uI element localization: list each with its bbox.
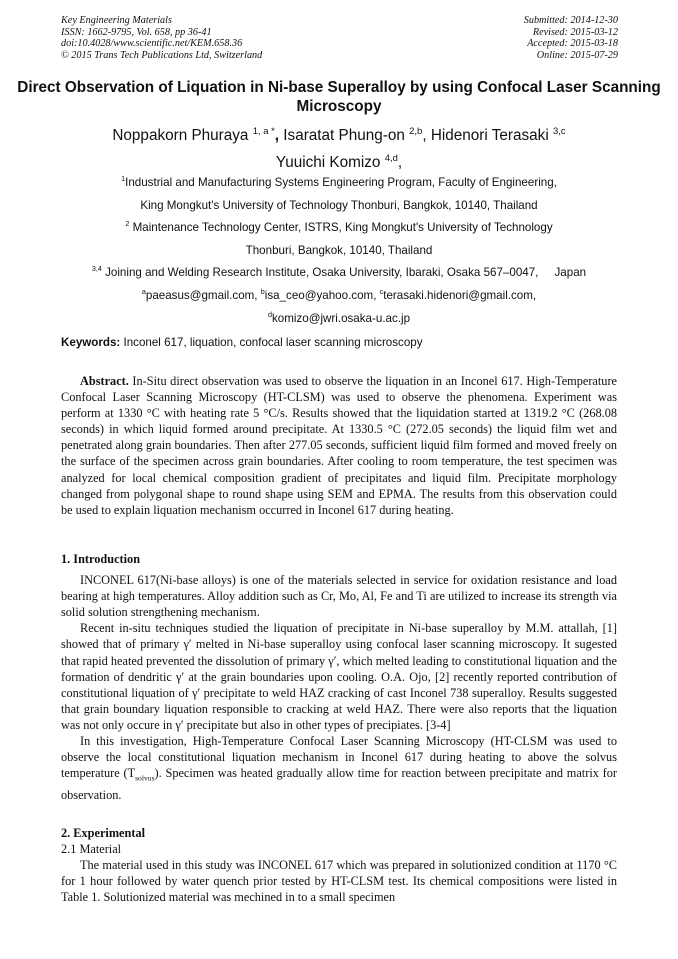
affiliation-mark: 2 — [125, 219, 130, 229]
affiliation-text: Maintenance Technology Center, ISTRS, King Mongkut's University of Technology — [129, 221, 553, 235]
email-mark: d — [267, 309, 272, 319]
section-heading: 2. Experimental — [61, 826, 146, 840]
author-name: Yuuichi Komizo — [275, 154, 381, 171]
subsection-heading: 2.1 Material — [61, 842, 122, 857]
accepted-date: Accepted: 2015-03-18 — [527, 38, 618, 50]
keywords-text: Inconel 617, liquation, confocal laser scanning microscopy — [120, 336, 423, 349]
affiliation-text: Industrial and Manufacturing Systems Engineering Program, Faculty of Engineering, — [125, 176, 557, 189]
author-affiliation-mark: 4,d — [384, 152, 398, 164]
author-separator: , — [422, 127, 427, 144]
paragraph-text: In this investigation, High-Temperature Confocal Laser Scanning Microscopy (HT-CLSM was used to observe the local constitutional liquation mechanism in Inconel 617 during heating to above the solvus temperature (T — [61, 734, 617, 781]
subscript-text: solvus — [135, 773, 155, 783]
issn-line: ISSN: 1662-9795, Vol. 658, pp 36-41 — [61, 26, 212, 38]
keywords — [61, 336, 423, 349]
section-heading: 1. Introduction — [61, 552, 141, 566]
affiliation-mark: 1 — [121, 174, 126, 184]
revised-date: Revised: 2015-03-12 — [532, 26, 618, 38]
author-affiliation-mark: 2,b — [409, 125, 423, 137]
author-separator: , — [274, 127, 280, 144]
paragraph-text: ). Specimen was heated gradually allow time for reaction between precipitate and matrix for observation. — [61, 766, 617, 802]
email-link[interactable]: terasaki.hidenori@gmail.com, — [383, 288, 537, 302]
email-mark: c — [379, 287, 384, 297]
author-name: Isaratat Phung-on — [279, 127, 405, 144]
affiliation-mark: 3,4 — [91, 264, 102, 274]
affiliation-text: King Mongkut's University of Technology Thonburi, Bangkok, 10140, Thailand — [140, 198, 538, 212]
author-affiliation-mark: 1, a * — [252, 125, 275, 137]
email-mark: b — [260, 287, 265, 297]
affiliations — [0, 172, 678, 330]
publication-dates — [524, 15, 618, 61]
experimental-section — [61, 825, 617, 905]
journal-info — [61, 15, 262, 61]
abstract-text: In-Situ direct observation was used to observe the liquation in an Inconel 617. High-Temperature Confocal Laser Scanning Microscopy (HT-CLSM) was used to observe the phenomena. Experiment was perform at 1330 °C with heating rate 5 °C/s. Results showed that the liquidation started at 1319.2 °C (268.08 seconds) in which liquid formed around precipitate. At 1330.5 °C (272.05 seconds) the liquid film wet and penetrated along grain boundaries. Then after 277.05 seconds, sufficient liquid film formed and moved freely on the surface of the specimen across grain boundaries. After cooling to room temperature, the test specimen was analyzed for local chemical composition gradient of precipitates and liquid film. Precipitate morphology changed from polygonal shape to round shape using SEM and EPMA. The results from this observation could be used to explain liquation mechanism occurred in Inconel 617 during heating. — [61, 374, 617, 517]
email-mark: a — [141, 287, 146, 297]
doi-line: doi:10.4028/www.scientific.net/KEM.658.36 — [61, 38, 243, 50]
author-list — [0, 122, 678, 176]
copyright-line: © 2015 Trans Tech Publications Ltd, Switzerland — [61, 49, 263, 61]
online-date: Online: 2015-07-29 — [536, 49, 618, 61]
email-link[interactable]: paeasus@gmail.com, — [145, 288, 261, 302]
paragraph — [61, 733, 617, 803]
abstract-label: Abstract. — [80, 374, 129, 388]
affiliation-text: Thonburi, Bangkok, 10140, Thailand — [245, 243, 433, 257]
paragraph: The material used in this study was INCONEL 617 which was prepared in solutionized condition at 1170 °C for 1 hour followed by water quench prior tested by HT-CLSM test. Its chemical compositions were listed in Table 1. Solutionized material was mechined in to a small specimen — [61, 858, 617, 905]
paragraph: INCONEL 617(Ni-base alloys) is one of the materials selected in service for oxidation resistance and load bearing at high temperatures. Alloy addition such as Cr, Mo, Al, Fe and Ti are utilized to increase its strength via solid solution strengthening mechanism. — [61, 573, 617, 620]
paragraph: Recent in-situ techniques studied the liquation of precipitate in Ni-base superalloy by M.M. attallah, [1] showed that of primary γ′ melted in Ni-base superalloy using confocal laser scanning microscopy. It sugested that rapid heated prevented the dissolution of primary γ′, which melted leading to constitutional liquation and the formation of dendritic γ′ at the grain boundaries upon cooling. O.A. Ojo, [2] recently reported contribution of constitutional liquation of γ′ precipitate to weld HAZ cracking of cast Inconel 738 superalloy. Results suggested that grain boundary liquation responsible to cracking at weld HAZ. There were also reports that the liquation was not only occure in γ′ precipitate but also in other types of precipiates. [3-4] — [61, 621, 617, 732]
submitted-date: Submitted: 2014-12-30 — [523, 15, 618, 26]
email-link[interactable]: komizo@jwri.osaka-u.ac.jp — [271, 311, 411, 325]
keywords-label: Keywords: — [61, 336, 121, 349]
paper-title: Direct Observation of Liquation in Ni-base Superalloy by using Confocal Laser Scanning Microscopy — [17, 79, 661, 115]
affiliation-text: Joining and Welding Research Institute, Osaka University, Ibaraki, Osaka 567–0047, Japan — [101, 266, 587, 280]
email-link[interactable]: isa_ceo@yahoo.com, — [264, 288, 380, 302]
author-affiliation-mark: 3,c — [552, 125, 566, 137]
journal-name: Key Engineering Materials — [61, 15, 172, 26]
abstract — [61, 373, 617, 518]
introduction-section — [61, 551, 617, 803]
author-separator: , — [397, 154, 403, 171]
author-name: Noppakorn Phuraya — [112, 127, 249, 144]
author-name: Hidenori Terasaki — [426, 127, 549, 144]
